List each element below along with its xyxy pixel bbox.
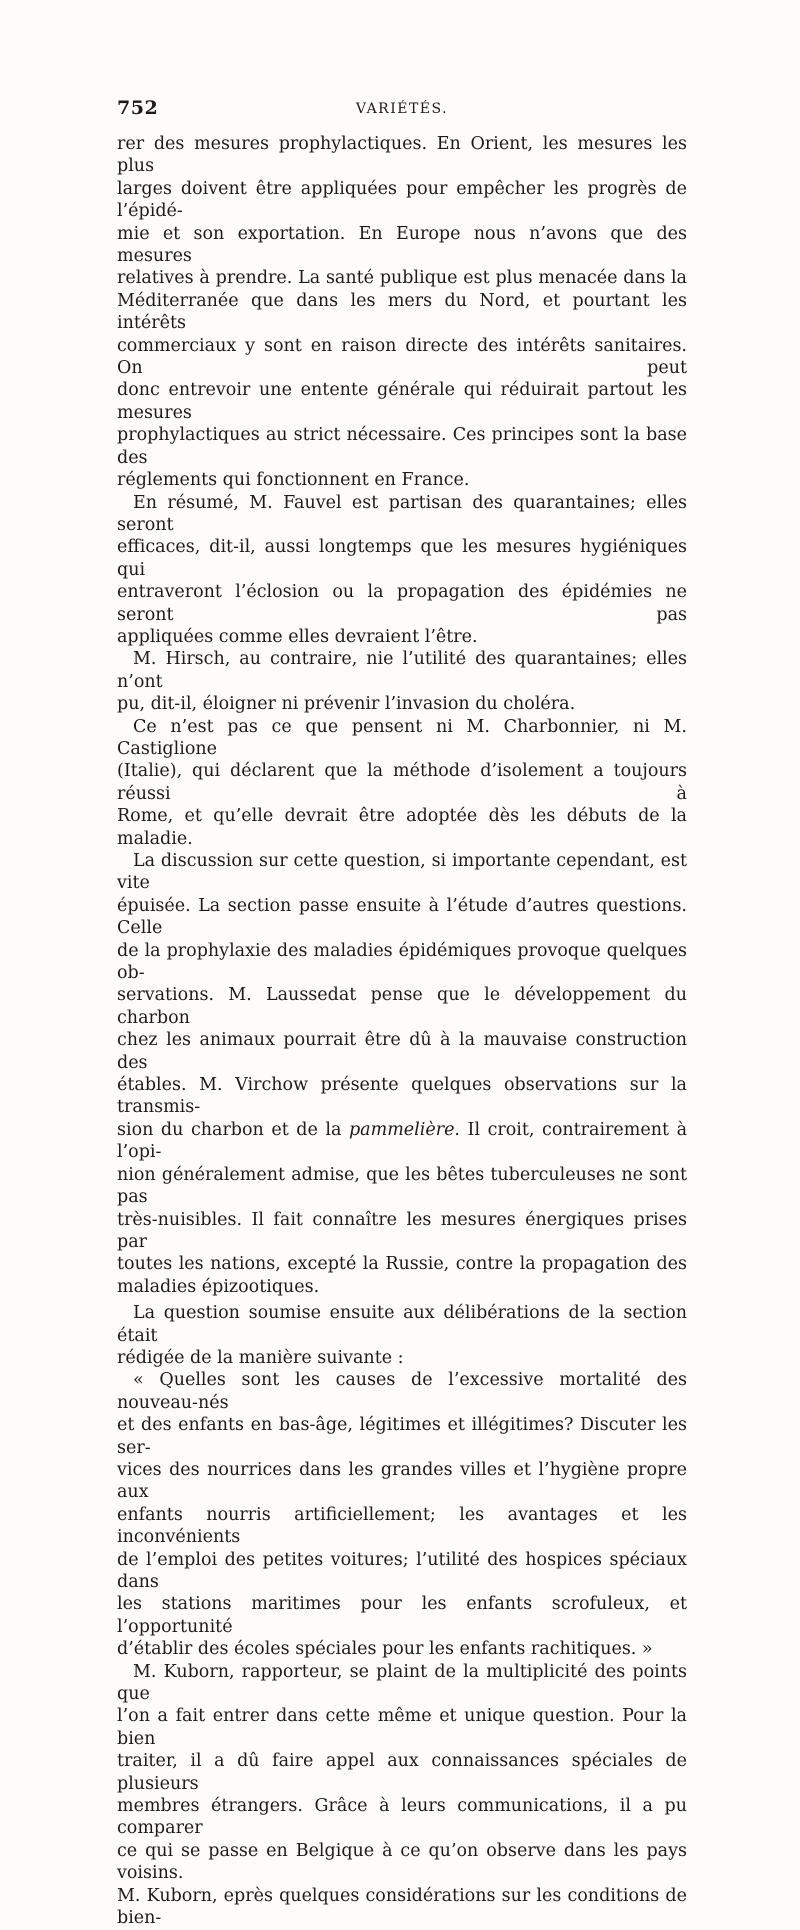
text-line: M. Kuborn, rapporteur, se plaint de la multiplicité des points que [117, 1661, 687, 1705]
text-line: enfants nourris artificiellement; les avantages et les inconvénients [117, 1504, 687, 1548]
text-line: chez les animaux pourrait être dû à la mauvaise construction des [117, 1030, 687, 1073]
text-line: membres étrangers. Grâce à leurs communications, il a pu comparer [117, 1796, 687, 1839]
text-line: commerciaux y sont en raison directe des intérêts sanitaires. On peut [117, 335, 687, 379]
text-line: servations. M. Laussedat pense que le développement du charbon [117, 985, 687, 1028]
text-line: efficaces, dit-il, aussi longtemps que les mesures hygiéniques qui [117, 537, 687, 580]
text-line: M. Hirsch, au contraire, nie l’utilité des quarantaines; elles n’ont [117, 649, 687, 692]
text-line: prophylactiques au strict nécessaire. Ces principes sont la base des [117, 425, 687, 468]
body-text [117, 133, 687, 1930]
text-line: M. Kuborn, eprès quelques considérations sur les conditions de bien- [117, 1885, 687, 1929]
text-line: l’on a fait entrer dans cette même et unique question. Pour la bien [117, 1706, 687, 1749]
text-line: de l’emploi des petites voitures; l’utilité des hospices spéciaux dans [117, 1549, 687, 1592]
text-segment: . Il croit, contrairement à l’opi- [117, 1119, 687, 1163]
page-number: 752 [117, 97, 159, 119]
text-line: très-nuisibles. Il fait connaître les mesures énergiques prises par [117, 1209, 687, 1252]
text-line: rédigée de la manière suivante : [117, 1347, 404, 1368]
text-line: et des enfants en bas-âge, légitimes et illégitimes? Discuter les ser- [117, 1415, 687, 1458]
text-line: étables. M. Virchow présente quelques observations sur la transmis- [117, 1075, 687, 1118]
text-line: mie et son exportation. En Europe nous n’avons que des mesures [117, 223, 687, 267]
text-line: (Italie), qui déclarent que la méthode d’isolement a toujours réussi à [117, 761, 687, 804]
text-line: Rome, et qu’elle devrait être adoptée dès les débuts de la maladie. [117, 806, 687, 849]
text-line: La question soumise ensuite aux délibérations de la section était [117, 1303, 687, 1346]
text-line [117, 1119, 687, 1164]
text-line: vices des nourrices dans les grandes villes et l’hygiène propre aux [117, 1459, 687, 1503]
text-segment: sion du charbon et de la [117, 1119, 349, 1140]
text-line: Ce n’est pas ce que pensent ni M. Charbonnier, ni M. Castiglione [117, 716, 687, 759]
text-line: les stations maritimes pour les enfants scrofuleux, et l’opportunité [117, 1594, 687, 1637]
text-line: appliquées comme elles devraient l’être. [117, 626, 478, 647]
text-line: toutes les nations, excepté la Russie, contre la propagation des [117, 1254, 687, 1275]
text-line: de la prophylaxie des maladies épidémiques provoque quelques ob- [117, 940, 687, 984]
text-line: relatives à prendre. La santé publique est plus menacée dans la [117, 268, 687, 289]
text-line: réglements qui fonctionnent en France. [117, 470, 470, 491]
text-line: donc entrevoir une entente générale qui réduirait partout les mesures [117, 380, 687, 423]
page-header [117, 97, 687, 127]
text-line: ce qui se passe en Belgique à ce qu’on observe dans les pays voisins. [117, 1840, 687, 1884]
text-line: pu, dit-il, éloigner ni prévenir l’invasion du choléra. [117, 694, 576, 715]
text-line: nion généralement admise, que les bêtes tuberculeuses ne sont pas [117, 1164, 687, 1208]
text-line: Méditerranée que dans les mers du Nord, et pourtant les intérêts [117, 290, 687, 334]
running-title: VARIÉTÉS. [355, 101, 449, 117]
text-line: maladies épizootiques. [117, 1276, 320, 1297]
text-line: En résumé, M. Fauvel est partisan des quarantaines; elles seront [117, 492, 687, 535]
text-line: entraveront l’éclosion ou la propagation des épidémies ne seront pas [117, 582, 687, 625]
text-line: larges doivent être appliquées pour empêcher les progrès de l’épidé- [117, 178, 687, 222]
text-line: d’établir des écoles spéciales pour les enfants rachitiques. » [117, 1639, 653, 1660]
text-line: rer des mesures prophylactiques. En Orient, les mesures les plus [117, 134, 687, 177]
text-line: « Quelles sont les causes de l’excessive mortalité des nouveau-nés [117, 1370, 687, 1413]
text-line: épuisée. La section passe ensuite à l’étude d’autres questions. Celle [117, 895, 687, 939]
text-line: traiter, il a dû faire appel aux connaissances spéciales de plusieurs [117, 1751, 687, 1794]
italic-term: pammelière [348, 1119, 455, 1140]
text-line: La discussion sur cette question, si importante cependant, est vite [117, 851, 687, 894]
